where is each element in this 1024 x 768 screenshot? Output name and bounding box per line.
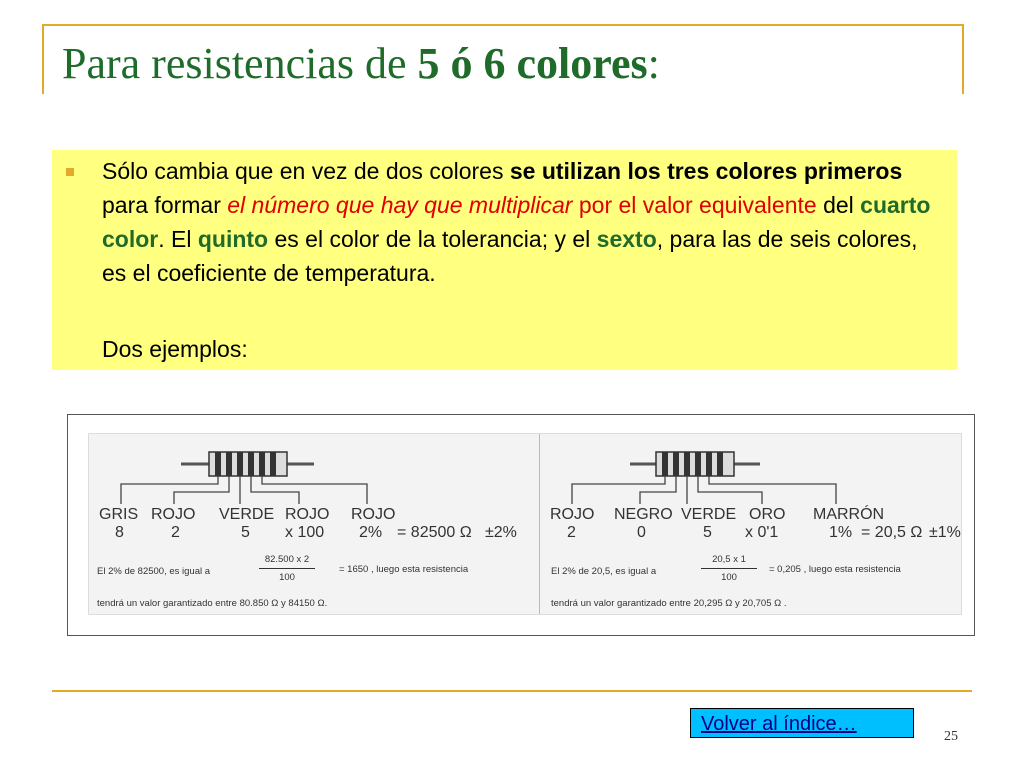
- bullet-square-icon: [66, 168, 74, 176]
- title-frame-left-line: [42, 24, 44, 94]
- ex2-fraction-bar: [701, 568, 757, 569]
- ex2-color-5: MARRÓN: [813, 506, 885, 523]
- ex2-value-2: 0: [637, 524, 646, 541]
- ex2-value-4: x 0'1: [745, 524, 779, 541]
- ex1-color-2: ROJO: [151, 506, 196, 523]
- title-frame-right-line: [962, 24, 964, 94]
- ex2-color-4: ORO: [749, 506, 786, 523]
- ex2-fraction-denominator: 100: [721, 572, 737, 583]
- ex2-value-1: 2: [567, 524, 576, 541]
- ex2-note-line1: El 2% de 20,5, es igual a: [551, 566, 657, 577]
- bullet-text-12: , para las de seis colores, es el coeficiente de temperatura.: [102, 226, 918, 286]
- ex2-color-1: ROJO: [550, 506, 595, 523]
- footer-divider: [52, 690, 972, 692]
- ex2-note-line2: tendrá un valor garantizado entre 20,295 Ω y 20,705 Ω .: [551, 598, 787, 609]
- ex1-value-1: 8: [115, 524, 124, 541]
- examples-label: Dos ejemplos:: [102, 336, 248, 362]
- bullet-text-6: del: [816, 192, 861, 218]
- ex2-color-3: VERDE: [681, 506, 737, 523]
- bullet-text-10: es el color de la tolerancia; y el: [268, 226, 597, 252]
- bullet-paragraph: [102, 154, 942, 290]
- back-to-index-label[interactable]: Volver al índice…: [701, 713, 857, 735]
- ex1-color-3: VERDE: [219, 506, 275, 523]
- ex2-fraction-numerator: 20,5 x 1: [712, 554, 746, 565]
- ex1-value-2: 2: [171, 524, 180, 541]
- title-bold-text: 5 ó 6 colores: [417, 39, 648, 88]
- ex1-color-4: ROJO: [285, 506, 330, 523]
- bullet-text-3: para formar: [102, 192, 228, 218]
- ex1-color-1: GRIS: [99, 506, 139, 523]
- ex2-tolerance: ±1%: [929, 524, 961, 541]
- bullet-text-7: cuarto color: [102, 192, 931, 252]
- ex1-fraction-bar: [259, 568, 315, 569]
- back-to-index-link[interactable]: [690, 708, 914, 738]
- ex1-value-3: 5: [241, 524, 250, 541]
- ex1-value-5: 2%: [359, 524, 383, 541]
- ex1-fraction-denominator: 100: [279, 572, 295, 583]
- resistor-examples-figure: [67, 414, 975, 636]
- ex1-tolerance: ±2%: [485, 524, 517, 541]
- title-frame-top-line: [42, 24, 964, 26]
- ex1-color-5: ROJO: [351, 506, 396, 523]
- ex1-value-4: x 100: [285, 524, 325, 541]
- bullet-text-4: el número que hay que multiplicar: [227, 192, 573, 218]
- bullet-text-8: . El: [158, 226, 198, 252]
- ex1-note-line2: tendrá un valor garantizado entre 80.850 Ω y 84150 Ω.: [97, 598, 328, 609]
- ex1-note-line1: El 2% de 82500, es igual a: [97, 566, 211, 577]
- bullet-text-1: Sólo cambia que en vez de dos colores: [102, 158, 510, 184]
- title-normal-text: Para resistencias de: [62, 39, 418, 88]
- figure-panel: [88, 433, 962, 615]
- ex1-result: = 82500 Ω: [397, 524, 472, 541]
- ex1-fraction-numerator: 82.500 x 2: [264, 554, 310, 565]
- ex2-value-5: 1%: [829, 524, 853, 541]
- ex1-note-result: = 1650 , luego esta resistencia: [339, 564, 469, 575]
- ex2-result: = 20,5 Ω: [861, 524, 923, 541]
- ex2-value-3: 5: [703, 524, 712, 541]
- bullet-text-11: sexto: [596, 226, 657, 252]
- ex2-note-result: = 0,205 , luego esta resistencia: [769, 564, 901, 575]
- title-colon: :: [647, 39, 660, 88]
- bullet-text-9: quinto: [197, 226, 269, 252]
- bullet-text-2: se utilizan los tres colores primeros: [509, 158, 903, 184]
- slide-title: [62, 38, 660, 89]
- ex2-color-2: NEGRO: [614, 506, 673, 523]
- page-number: 25: [944, 729, 958, 744]
- bullet-text-5: por el valor equivalente: [572, 192, 817, 218]
